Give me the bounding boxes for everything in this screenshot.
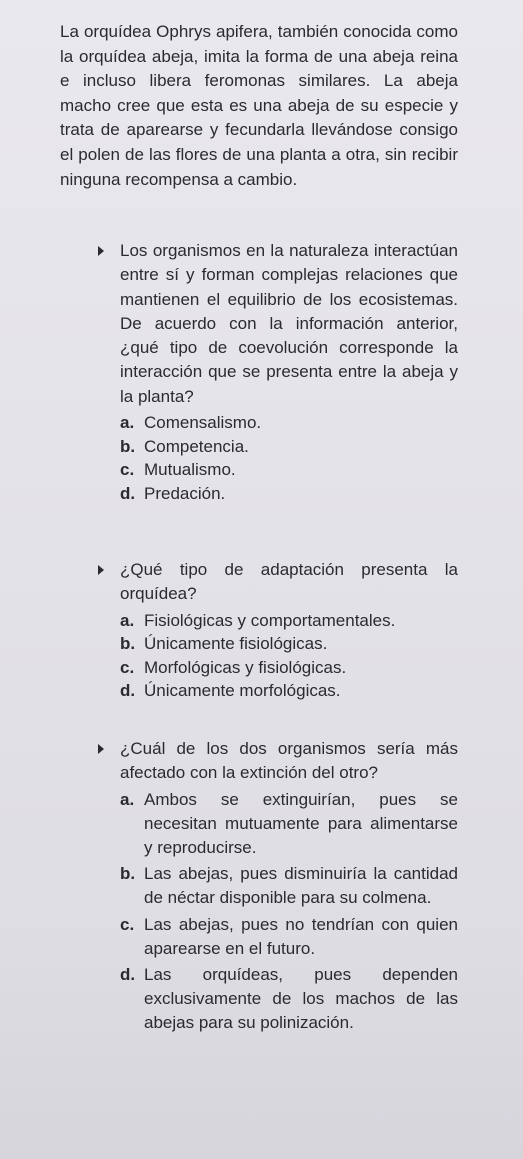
option-1d[interactable] bbox=[120, 482, 458, 506]
option-2d[interactable] bbox=[120, 679, 458, 703]
option-2b[interactable] bbox=[120, 632, 458, 656]
option-text: Únicamente fisiológicas. bbox=[144, 634, 328, 654]
option-2a[interactable] bbox=[120, 609, 458, 633]
question-2 bbox=[98, 558, 458, 703]
option-text: Fisiológicas y comportamentales. bbox=[144, 610, 396, 630]
option-letter: d. bbox=[120, 681, 136, 701]
question-2-text: ¿Qué tipo de adaptación presenta la orquídea? bbox=[120, 560, 458, 604]
option-3d[interactable] bbox=[120, 963, 458, 1036]
option-text: Mutualismo. bbox=[144, 460, 236, 480]
option-letter: c. bbox=[120, 657, 135, 677]
option-3c[interactable] bbox=[120, 913, 458, 961]
option-text: Las orquídeas, pues dependen exclusivamente de los machos de las abejas para su polinización. bbox=[144, 965, 458, 1033]
option-letter: d. bbox=[120, 965, 136, 985]
option-text: Morfológicas y fisiológicas. bbox=[144, 657, 347, 677]
question-3-options bbox=[98, 788, 458, 1036]
option-letter: a. bbox=[120, 413, 135, 433]
option-1c[interactable] bbox=[120, 458, 458, 482]
question-3 bbox=[98, 737, 458, 1038]
question-1-options bbox=[98, 411, 458, 505]
question-2-options bbox=[98, 609, 458, 703]
option-text: Las abejas, pues no tendrían con quien aparearse en el futuro. bbox=[144, 914, 458, 958]
option-text: Ambos se extinguirían, pues se necesitan mutuamente para alimentarse y reproducirse. bbox=[144, 789, 458, 857]
option-text: Únicamente morfológicas. bbox=[144, 681, 341, 701]
question-1 bbox=[98, 239, 458, 505]
option-letter: a. bbox=[120, 610, 135, 630]
option-letter: c. bbox=[120, 460, 135, 480]
option-text: Las abejas, pues disminuiría la cantidad de néctar disponible para su colmena. bbox=[144, 864, 458, 908]
option-2c[interactable] bbox=[120, 656, 458, 680]
question-1-text: Los organismos en la naturaleza interactúan entre sí y forman complejas relaciones que mantienen el equilibrio de los ecosistemas. De acuerdo con la información anterior, ¿qué tipo de coevolución corresponde la interacción que se presenta entre la abeja y la planta? bbox=[120, 241, 458, 406]
option-text: Predación. bbox=[144, 483, 226, 503]
option-3a[interactable] bbox=[120, 788, 458, 861]
option-3b[interactable] bbox=[120, 862, 458, 910]
option-letter: b. bbox=[120, 864, 136, 884]
option-text: Comensalismo. bbox=[144, 413, 262, 433]
option-letter: b. bbox=[120, 436, 136, 456]
bullet-arrow-icon bbox=[98, 565, 104, 575]
option-letter: d. bbox=[120, 483, 136, 503]
bullet-arrow-icon bbox=[98, 246, 104, 256]
bullet-arrow-icon bbox=[98, 744, 104, 754]
option-letter: c. bbox=[120, 914, 135, 934]
intro-paragraph: La orquídea Ophrys apifera, también conocida como la orquídea abeja, imita la forma de una abeja reina e incluso libera feromonas similares. La abeja macho cree que esta es una abeja de su especie y trata de aparearse y fecundarla llevándose consigo el polen de las flores de una planta a otra, sin recibir ninguna recompensa a cambio. bbox=[60, 22, 458, 189]
option-1b[interactable] bbox=[120, 435, 458, 459]
option-letter: a. bbox=[120, 789, 135, 809]
option-text: Competencia. bbox=[144, 436, 249, 456]
question-3-text: ¿Cuál de los dos organismos sería más afectado con la extinción del otro? bbox=[120, 739, 458, 783]
option-letter: b. bbox=[120, 634, 136, 654]
option-1a[interactable] bbox=[120, 411, 458, 435]
